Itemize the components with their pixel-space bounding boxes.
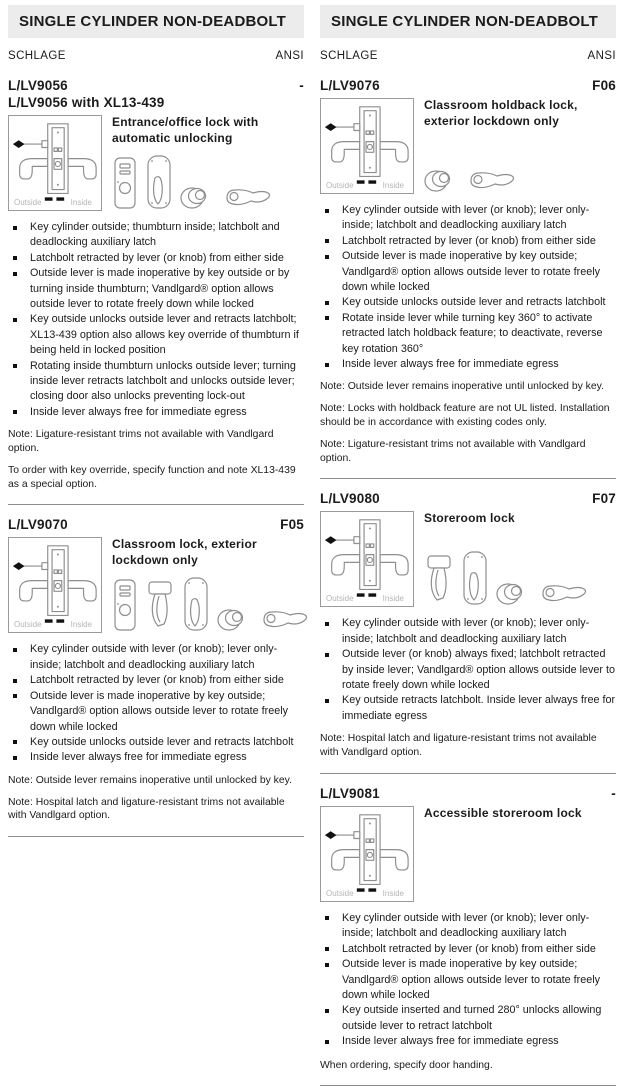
column-right — [320, 5, 616, 1071]
lever-icon — [465, 167, 517, 193]
plate-lever-icon — [145, 154, 173, 210]
mortise-lock-diagram — [320, 98, 414, 194]
mortise-lock-diagram — [8, 537, 102, 633]
lock-diagram-icon — [321, 807, 412, 900]
product-section-lv9076 — [320, 78, 616, 465]
bullet-item: Inside lever always free for immediate egress — [320, 1034, 616, 1049]
brand-row — [320, 50, 616, 62]
trim-icons-row — [112, 154, 304, 211]
feature-bullets — [320, 616, 616, 724]
bullet-item: Key outside unlocks outside lever and retracts latchbolt — [8, 735, 304, 750]
bullet-item: Latchbolt retracted by lever (or knob) from either side — [320, 234, 616, 249]
bullet-item: Inside lever always free for immediate egress — [8, 405, 304, 420]
page-title: SINGLE CYLINDER NON-DEADBOLT — [19, 13, 286, 30]
ansi-label: ANSI — [587, 50, 616, 62]
lock-diagram-icon — [321, 512, 412, 605]
plate-lever-icon — [461, 550, 489, 606]
bullet-item: Rotating inside thumbturn unlocks outside lever; turning inside lever retracts latchbolt and unlocks outside lever; closing door also unlocks preventing lock-out — [8, 359, 304, 405]
ansi-code: F07 — [592, 491, 616, 507]
rose-knob-icon — [424, 167, 458, 193]
brand-label: SCHLAGE — [320, 50, 378, 62]
note-text: To order with key override, specify function and note XL13-439 as a special option. — [8, 464, 296, 490]
bullet-item: Rotate inside lever while turning key 360° to activate retracted latch holdback feature; to deactivate, reverse key rotation 360° — [320, 311, 616, 357]
bullet-item: Latchbolt retracted by lever (or knob) from either side — [8, 251, 304, 266]
ansi-code: F06 — [592, 78, 616, 93]
section-divider — [320, 773, 616, 774]
rose-knob-icon — [496, 580, 530, 606]
product-section-lv9056 — [8, 78, 304, 491]
lock-diagram-icon — [321, 99, 412, 192]
ansi-code: - — [299, 78, 304, 93]
ordering-note: When ordering, specify door handing. — [320, 1059, 493, 1071]
section-divider — [320, 478, 616, 479]
notes — [320, 380, 616, 465]
inside-label: Inside — [382, 594, 404, 604]
trim-icons-row — [112, 576, 310, 633]
bullet-item: Inside lever always free for immediate egress — [320, 357, 616, 372]
model-code: L/LV9081 — [320, 785, 380, 801]
model-code: L/LV9076 — [320, 78, 380, 93]
model-code-secondary: L/LV9056 with XL13-439 — [8, 95, 165, 110]
feature-bullets — [8, 220, 304, 420]
bullet-item: Outside lever is made inoperative by key outside or by turning inside thumbturn; Vandlgard® option allows outside lever to rotate freely down while locked — [8, 266, 304, 312]
inside-label: Inside — [70, 198, 92, 207]
bullet-item: Inside lever always free for immediate egress — [8, 750, 304, 765]
trim-icons-row — [424, 901, 616, 902]
bullet-item: Latchbolt retracted by lever (or knob) from either side — [8, 673, 304, 688]
ansi-label: ANSI — [275, 50, 304, 62]
escutcheon-icon — [112, 156, 138, 210]
feature-bullets — [320, 911, 616, 1050]
section-header-bar — [320, 5, 616, 38]
product-section-lv9080 — [320, 491, 616, 759]
note-text: Note: Hospital latch and ligature-resistant trims not available with Vandlgard option. — [320, 733, 597, 759]
outside-label: Outside — [326, 181, 354, 190]
plate-lever-icon — [182, 576, 210, 632]
brand-label: SCHLAGE — [8, 50, 66, 62]
notes — [8, 428, 304, 491]
bullet-item: Outside lever is made inoperative by key outside; Vandlgard® option allows outside lever to rotate freely down while locked — [8, 689, 304, 735]
ansi-code: - — [611, 785, 616, 801]
bullet-item: Key outside unlocks outside lever and retracts latchbolt — [320, 295, 616, 310]
bullet-item: Key cylinder outside with lever (or knob); lever only-inside; latchbolt and deadlocking auxiliary latch — [320, 203, 616, 234]
brand-row — [8, 50, 304, 62]
mortise-lock-diagram — [8, 115, 102, 211]
notes — [8, 774, 304, 823]
product-section-lv9070 — [8, 517, 304, 823]
bullet-item: Outside lever (or knob) always fixed; latchbolt retracted by inside lever; Vandlgard® option allows outside lever to rotate freely down while locked — [320, 647, 616, 693]
mortise-lock-diagram — [320, 511, 414, 607]
lever-icon — [258, 606, 310, 632]
outside-label: Outside — [326, 888, 354, 898]
section-header-bar — [8, 5, 304, 38]
bullet-item: Key outside retracts latchbolt. Inside lever always free for immediate egress — [320, 693, 616, 724]
model-code: L/LV9080 — [320, 491, 380, 507]
function-title: Classroom lock, exterior lockdown only — [112, 537, 257, 568]
model-code: L/LV9070 — [8, 517, 68, 533]
rose-knob-icon — [217, 606, 251, 632]
ansi-code: F05 — [280, 517, 304, 533]
rose-knob-icon — [180, 184, 214, 210]
grip-handle-icon — [145, 580, 175, 632]
function-title: Storeroom lock — [424, 511, 515, 526]
note-text: Note: Ligature-resistant trims not available with Vandlgard option. — [320, 438, 586, 464]
section-divider — [8, 836, 304, 837]
function-title: Accessible storeroom lock — [424, 805, 582, 820]
bullet-item: Key cylinder outside with lever (or knob); lever only-inside; latchbolt and deadlocking auxiliary latch — [320, 911, 616, 942]
note-text: Note: Outside lever remains inoperative until unlocked by key. — [320, 381, 604, 393]
bullet-item: Outside lever is made inoperative by key outside; Vandlgard® option allows outside lever to rotate freely down while locked — [320, 249, 616, 295]
bullet-item: Key cylinder outside with lever (or knob); lever only-inside; latchbolt and deadlocking auxiliary latch — [8, 642, 304, 673]
note-text: Note: Locks with holdback feature are not UL listed. Installation should be in accordance with existing codes only. — [320, 403, 610, 429]
lock-diagram-icon — [9, 538, 100, 631]
note-text: Note: Outside lever remains inoperative until unlocked by key. — [8, 774, 292, 786]
inside-label: Inside — [382, 181, 404, 190]
outside-label: Outside — [326, 594, 354, 604]
section-divider — [8, 504, 304, 505]
function-title: Classroom holdback lock, exterior lockdown only — [424, 98, 578, 128]
note-text: Note: Hospital latch and ligature-resistant trims not available with Vandlgard option. — [8, 796, 285, 822]
lever-icon — [221, 184, 273, 210]
grip-handle-icon — [424, 554, 454, 606]
note-text: Note: Ligature-resistant trims not available with Vandlgard option. — [8, 429, 274, 455]
bullet-item: Outside lever is made inoperative by key outside; Vandlgard® option allows outside lever to rotate freely down while locked — [320, 957, 616, 1003]
bullet-item: Key cylinder outside; thumbturn inside; latchbolt and deadlocking auxiliary latch — [8, 220, 304, 251]
inside-label: Inside — [70, 620, 92, 630]
escutcheon-icon — [112, 578, 138, 632]
inside-label: Inside — [382, 888, 404, 898]
notes — [320, 732, 616, 760]
mortise-lock-diagram — [320, 806, 414, 902]
bullet-item: Key cylinder outside with lever (or knob); lever only-inside; latchbolt and deadlocking auxiliary latch — [320, 616, 616, 647]
column-left — [8, 5, 304, 1000]
lever-icon — [537, 580, 589, 606]
bullet-item: Key outside inserted and turned 280° unlocks allowing outside lever to retract latchbolt — [320, 1003, 616, 1034]
feature-bullets — [8, 642, 304, 765]
model-code: L/LV9056 — [8, 78, 68, 93]
page-title: SINGLE CYLINDER NON-DEADBOLT — [331, 13, 598, 30]
lock-diagram-icon — [9, 116, 100, 209]
outside-label: Outside — [14, 620, 42, 630]
outside-label: Outside — [14, 198, 42, 207]
bullet-item: Latchbolt retracted by lever (or knob) from either side — [320, 942, 616, 957]
trim-icons-row — [424, 167, 616, 194]
bullet-item: Key outside unlocks outside lever and retracts latchbolt; XL13-439 option also allows key override of thumbturn if being held in locked position — [8, 312, 304, 358]
product-section-lv9081 — [320, 786, 616, 1050]
function-title: Entrance/office lock with automatic unlocking — [112, 115, 259, 145]
feature-bullets — [320, 203, 616, 372]
trim-icons-row — [424, 550, 616, 607]
